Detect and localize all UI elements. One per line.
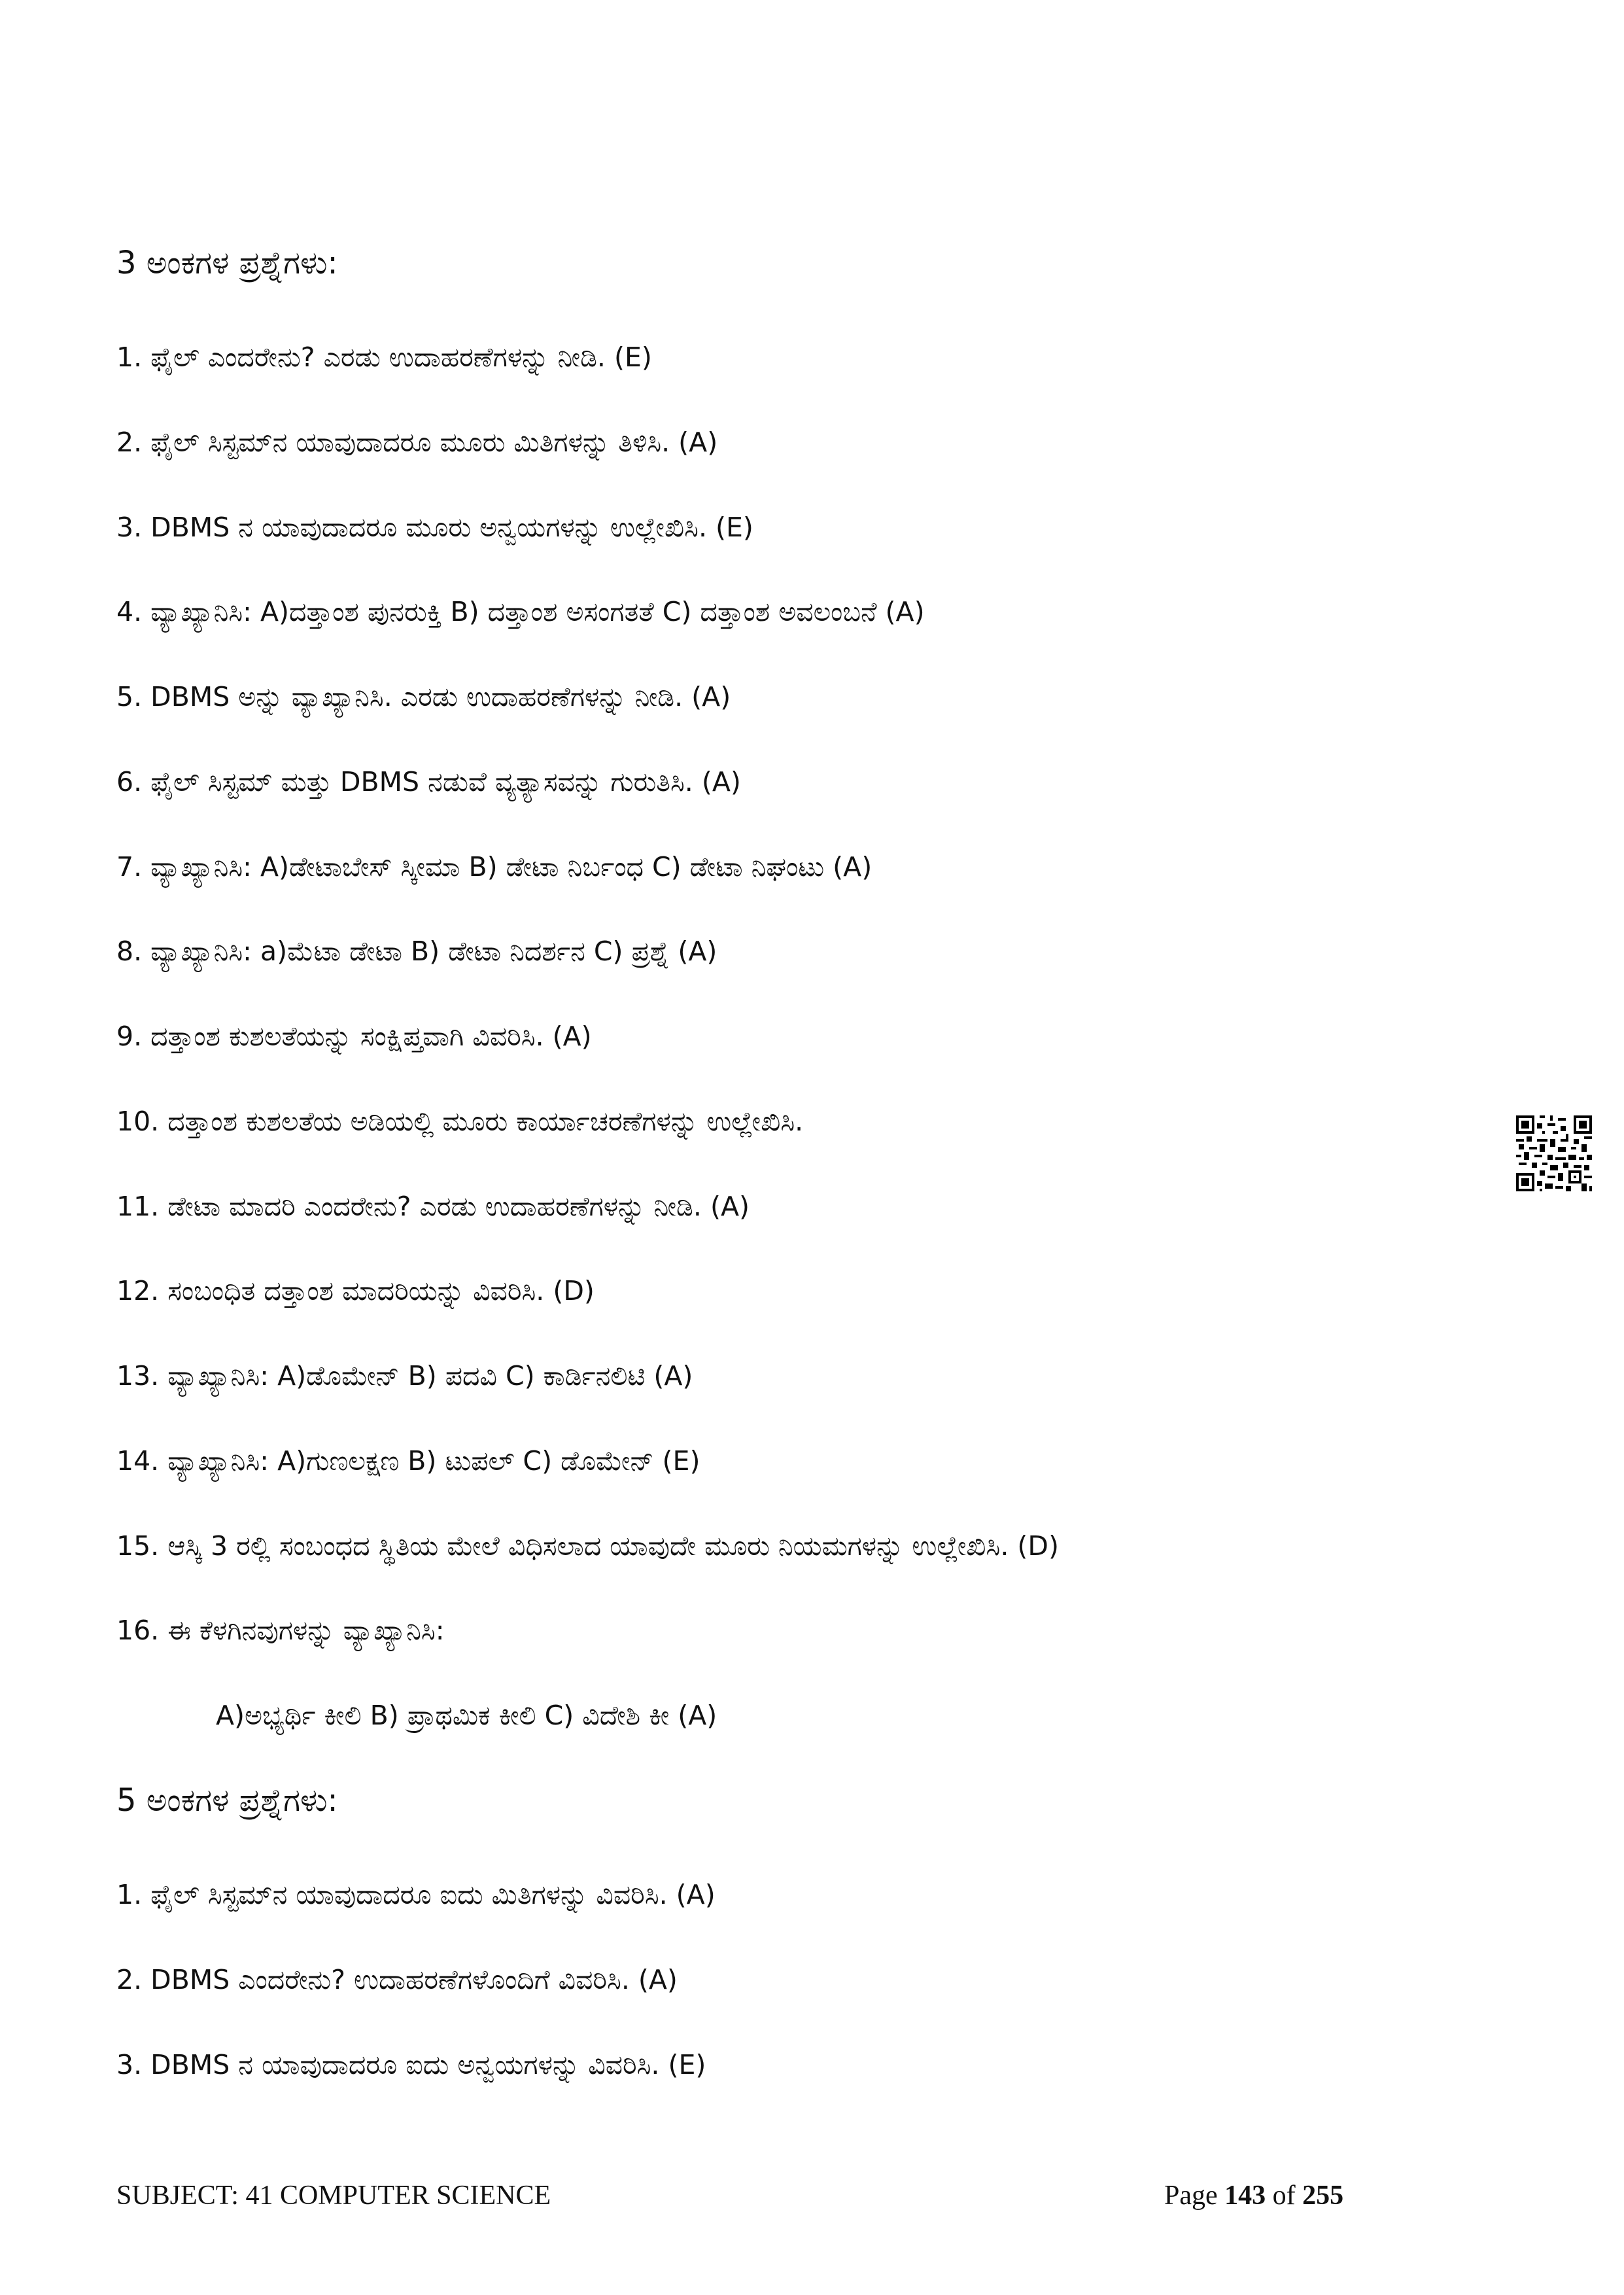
question-5m-2: 2. DBMS ಎಂದರೇನು? ಉದಾಹರಣೆಗಳೊಂದಿಗೆ ವಿವರಿಸಿ. (A) — [116, 1964, 678, 1995]
question-3m-11: 11. ಡೇಟಾ ಮಾದರಿ ಎಂದರೇನು? ಎರಡು ಉದಾಹರಣೆಗಳನ್ನು ನೀಡಿ. (A) — [116, 1191, 750, 1222]
footer-subject: SUBJECT: 41 COMPUTER SCIENCE — [116, 2181, 551, 2211]
question-3m-7: 7. ವ್ಯಾಖ್ಯಾನಿಸಿ: A)ಡೇಟಾಬೇಸ್ ಸ್ಕೀಮಾ B) ಡೇಟಾ ನಿರ್ಬಂಧ C) ಡೇಟಾ ನಿಘಂಟು (A) — [116, 851, 872, 883]
question-5m-3: 3. DBMS ನ ಯಾವುದಾದರೂ ಐದು ಅನ್ವಯಗಳನ್ನು ವಿವರಿಸಿ. (E) — [116, 2049, 706, 2080]
question-3m-13: 13. ವ್ಯಾಖ್ಯಾನಿಸಿ: A)ಡೊಮೇನ್ B) ಪದವಿ C) ಕಾರ್ಡಿನಲಿಟಿ (A) — [116, 1360, 693, 1392]
page-total: 255 — [1302, 2181, 1344, 2211]
question-3m-2: 2. ಫೈಲ್ ಸಿಸ್ಟಮ್‌ನ ಯಾವುದಾದರೂ ಮೂರು ಮಿತಿಗಳನ್ನು ತಿಳಿಸಿ. (A) — [116, 427, 718, 458]
question-3m-4: 4. ವ್ಯಾಖ್ಯಾನಿಸಿ: A)ದತ್ತಾಂಶ ಪುನರುಕ್ತಿ B) ದತ್ತಾಂಶ ಅಸಂಗತತೆ C) ದತ್ತಾಂಶ ಅವಲಂಬನೆ (A) — [116, 596, 925, 627]
section-heading-3-marks: 3 ಅಂಕಗಳ ಪ್ರಶ್ನೆಗಳು: — [116, 245, 338, 281]
question-3m-3: 3. DBMS ನ ಯಾವುದಾದರೂ ಮೂರು ಅನ್ವಯಗಳನ್ನು ಉಲ್ಲೇಖಿಸಿ. (E) — [116, 512, 753, 543]
page-word: Page — [1164, 2181, 1218, 2211]
section-heading-5-marks: 5 ಅಂಕಗಳ ಪ್ರಶ್ನೆಗಳು: — [116, 1782, 338, 1819]
question-3m-16-options: A)ಅಭ್ಯರ್ಥಿ ಕೀಲಿ B) ಪ್ರಾಥಮಿಕ ಕೀಲಿ C) ವಿದೇಶಿ ಕೀ (A) — [216, 1700, 717, 1731]
qr-code — [1516, 1115, 1592, 1191]
question-3m-6: 6. ಫೈಲ್ ಸಿಸ್ಟಮ್ ಮತ್ತು DBMS ನಡುವೆ ವ್ಯತ್ಯಾಸವನ್ನು ಗುರುತಿಸಿ. (A) — [116, 766, 741, 797]
question-3m-1: 1. ಫೈಲ್ ಎಂದರೇನು? ಎರಡು ಉದಾಹರಣೆಗಳನ್ನು ನೀಡಿ. (E) — [116, 342, 652, 373]
question-3m-9: 9. ದತ್ತಾಂಶ ಕುಶಲತೆಯನ್ನು ಸಂಕ್ಷಿಪ್ತವಾಗಿ ವಿವರಿಸಿ. (A) — [116, 1021, 592, 1052]
question-3m-15: 15. ಆಸ್ಕಿ 3 ರಲ್ಲಿ ಸಂಬಂಧದ ಸ್ಥಿತಿಯ ಮೇಲೆ ವಿಧಿಸಲಾದ ಯಾವುದೇ ಮೂರು ನಿಯಮಗಳನ್ನು ಉಲ್ಲೇಖಿಸಿ. (D) — [116, 1530, 1059, 1562]
question-3m-12: 12. ಸಂಬಂಧಿತ ದತ್ತಾಂಶ ಮಾದರಿಯನ್ನು ವಿವರಿಸಿ. (D) — [116, 1275, 595, 1306]
page-current: 143 — [1224, 2181, 1266, 2211]
question-3m-14: 14. ವ್ಯಾಖ್ಯಾನಿಸಿ: A)ಗುಣಲಕ್ಷಣ B) ಟುಪಲ್ C) ಡೊಮೇನ್ (E) — [116, 1445, 700, 1477]
question-3m-5: 5. DBMS ಅನ್ನು ವ್ಯಾಖ್ಯಾನಿಸಿ. ಎರಡು ಉದಾಹರಣೆಗಳನ್ನು ನೀಡಿ. (A) — [116, 681, 731, 712]
question-3m-8: 8. ವ್ಯಾಖ್ಯಾನಿಸಿ: a)ಮೆಟಾ ಡೇಟಾ B) ಡೇಟಾ ನಿದರ್ಶನ C) ಪ್ರಶ್ನೆ (A) — [116, 936, 717, 967]
question-3m-16: 16. ಈ ಕೆಳಗಿನವುಗಳನ್ನು ವ್ಯಾಖ್ಯಾನಿಸಿ: — [116, 1615, 445, 1646]
question-3m-10: 10. ದತ್ತಾಂಶ ಕುಶಲತೆಯ ಅಡಿಯಲ್ಲಿ ಮೂರು ಕಾರ್ಯಾಚರಣೆಗಳನ್ನು ಉಲ್ಲೇಖಿಸಿ. — [116, 1106, 804, 1137]
question-5m-1: 1. ಫೈಲ್ ಸಿಸ್ಟಮ್‌ನ ಯಾವುದಾದರೂ ಐದು ಮಿತಿಗಳನ್ನು ವಿವರಿಸಿ. (A) — [116, 1879, 716, 1910]
footer-page-number — [1164, 2176, 1343, 2215]
of-word: of — [1272, 2181, 1296, 2211]
